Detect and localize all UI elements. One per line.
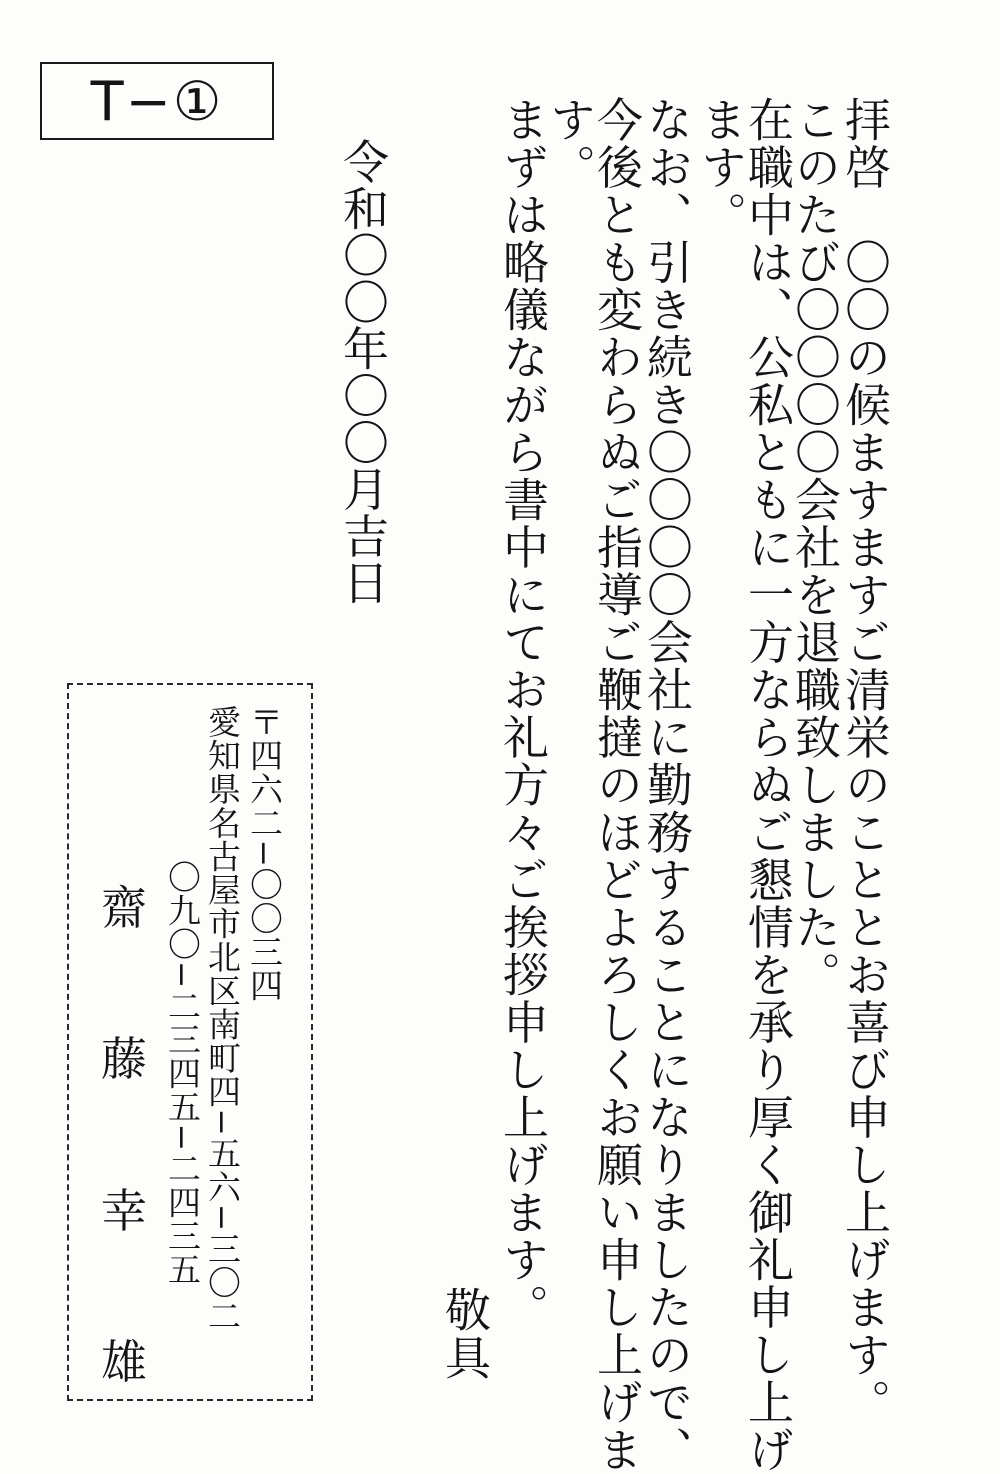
sender-name-char: 藤 [101, 1032, 147, 1087]
letter-line-4: ます。 [694, 96, 748, 239]
letter-line-5: なお、引き続き〇〇〇〇会社に勤務することになりましたので、 [640, 96, 694, 1474]
postal-code: 〒四六二−〇〇三四 [245, 705, 284, 1003]
letter-line-6: 今後とも変わらぬご指導ご鞭撻のほどよろしくお願い申し上げま [590, 96, 644, 1474]
letter-line-8: まずは略儀ながら書中にてお礼方々ご挨拶申し上げます。 [496, 96, 550, 1331]
letter-line-7: す。 [543, 96, 597, 191]
sender-block [67, 683, 313, 1401]
sender-phone: 〇九〇−二三四五−二四三五 [163, 860, 202, 1287]
sender-name [99, 881, 149, 1389]
letter-line-2: このたび〇〇〇〇会社を退職致しました。 [788, 96, 842, 999]
letter-date: 令和〇〇年〇〇月吉日 [336, 138, 390, 606]
document-label: T−① [40, 62, 274, 140]
sender-name-char: 齋 [101, 881, 147, 935]
sender-name-char: 幸 [101, 1183, 147, 1238]
closing-word: 敬具 [438, 1286, 492, 1382]
sender-name-char: 雄 [101, 1334, 147, 1389]
letter-line-3: 在職中は、公私ともに一方ならぬご懇情を承り厚く御礼申し上げ [741, 96, 795, 1474]
letter-line-1: 拝啓 〇〇の候ますますご清栄のこととお喜び申し上げます。 [838, 96, 892, 1426]
sender-address: 愛知県名古屋市北区南町四−五六−三〇二 [203, 705, 242, 1333]
